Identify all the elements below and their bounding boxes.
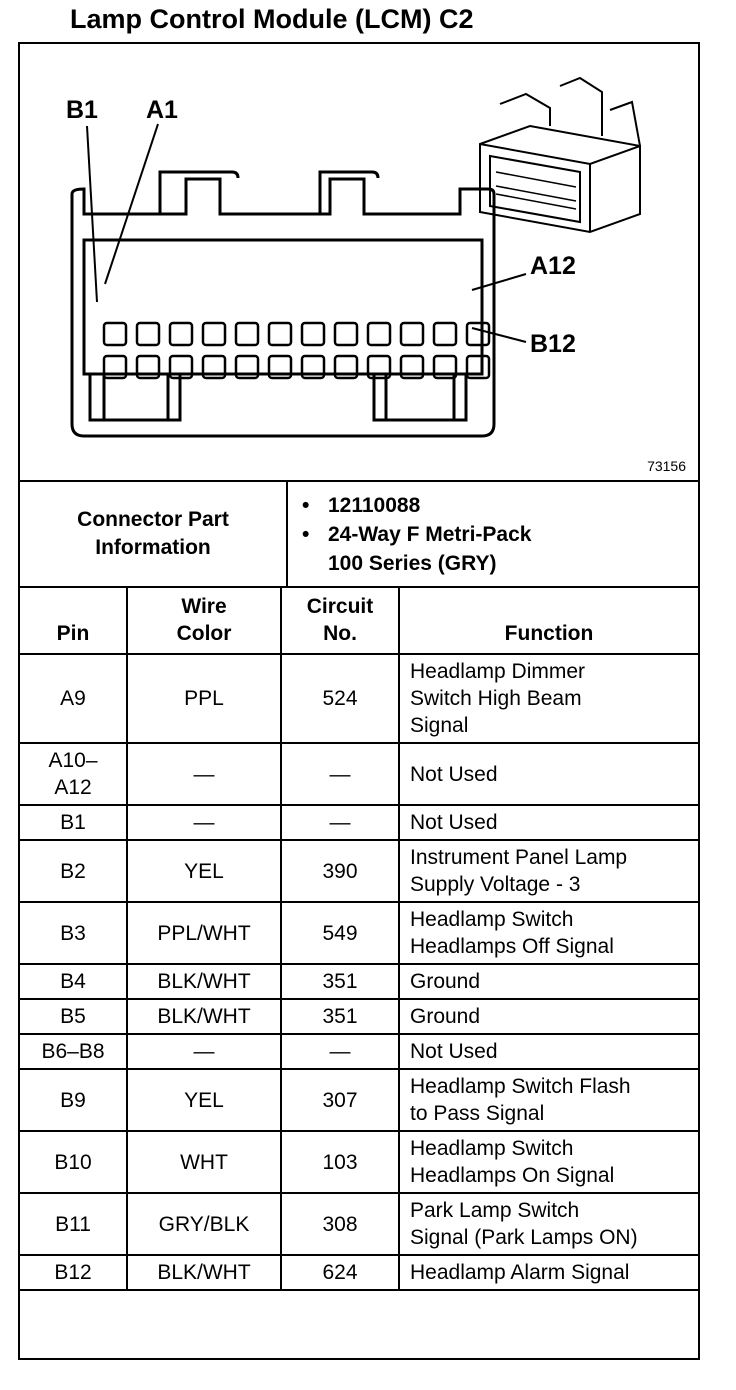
page-title: Lamp Control Module (LCM) C2 <box>70 4 474 34</box>
table-row <box>20 1069 698 1131</box>
function-line: Headlamps On Signal <box>410 1164 615 1187</box>
label-b1: B1 <box>66 96 98 124</box>
pin-cell <box>20 743 127 805</box>
function-cell <box>399 902 698 964</box>
table-row <box>20 654 698 743</box>
wire-color-cell: WHT <box>127 1131 281 1193</box>
function-cell <box>399 1069 698 1131</box>
function-cell <box>399 654 698 743</box>
pin-cell <box>20 999 127 1034</box>
pin-label: B6–B8 <box>41 1040 105 1063</box>
function-cell <box>399 743 698 805</box>
wire-color-cell: — <box>127 805 281 840</box>
header-function: Function <box>399 587 698 654</box>
table-row <box>20 1255 698 1290</box>
function-cell <box>399 999 698 1034</box>
leader-lines <box>87 124 526 342</box>
pin-cell <box>20 1069 127 1131</box>
cavity-a6 <box>269 323 291 345</box>
table-row <box>20 805 698 840</box>
connector-3d-view <box>480 78 640 232</box>
connector-description-line1: 24-Way F Metri-Pack <box>328 522 532 546</box>
table-row <box>20 1131 698 1193</box>
function-cell <box>399 805 698 840</box>
function-line: Signal <box>410 714 469 737</box>
cavity-a1 <box>104 323 126 345</box>
pin-label: B4 <box>60 970 86 993</box>
cavity-a5 <box>236 323 258 345</box>
pin-label: B5 <box>60 1005 86 1028</box>
circuit-cell: 351 <box>281 964 399 999</box>
connector-outline <box>72 172 494 436</box>
pin-cell <box>20 1131 127 1193</box>
header-circuit <box>281 587 399 654</box>
document-frame <box>18 42 700 1360</box>
label-b12: B12 <box>530 330 576 358</box>
table-row <box>20 743 698 805</box>
part-number: • 12110088 <box>328 491 697 520</box>
header-wire-color-line2: Color <box>176 622 232 645</box>
table-row <box>20 1193 698 1255</box>
circuit-cell: 308 <box>281 1193 399 1255</box>
pin-label: B10 <box>54 1150 92 1174</box>
cavity-a3 <box>170 323 192 345</box>
connector-description <box>328 520 697 578</box>
connector-diagram <box>20 44 698 480</box>
circuit-cell: 624 <box>281 1255 399 1290</box>
function-line: Not Used <box>410 811 498 834</box>
header-pin: Pin <box>20 587 127 654</box>
function-line: Headlamp Switch Flash <box>410 1075 631 1098</box>
cavity-a12 <box>467 323 489 345</box>
circuit-cell: 103 <box>281 1131 399 1193</box>
function-cell <box>399 964 698 999</box>
wire-color-cell: YEL <box>127 840 281 902</box>
pin-label: A10– <box>48 749 98 772</box>
wire-color-cell: BLK/WHT <box>127 964 281 999</box>
table-row <box>20 964 698 999</box>
function-line: Headlamp Switch <box>410 1137 574 1160</box>
figure-number: 73156 <box>647 458 686 474</box>
connector-info-values <box>287 481 698 586</box>
wire-color-cell: PPL <box>127 654 281 743</box>
circuit-cell: 351 <box>281 999 399 1034</box>
function-line: Park Lamp Switch <box>410 1199 580 1222</box>
cavity-a7 <box>302 323 324 345</box>
header-circuit-line2: No. <box>323 622 357 645</box>
function-cell <box>399 840 698 902</box>
connector-face-drawing <box>20 44 698 480</box>
pin-cell <box>20 1255 127 1290</box>
function-line: Signal (Park Lamps ON) <box>410 1226 638 1249</box>
function-cell <box>399 1255 698 1290</box>
pinout-header-row <box>20 587 698 654</box>
connector-3d-pins <box>496 172 576 209</box>
header-wire-color <box>127 587 281 654</box>
pin-cell <box>20 964 127 999</box>
function-line: Instrument Panel Lamp <box>410 846 628 869</box>
function-line: Switch High Beam <box>410 687 582 710</box>
table-row <box>20 999 698 1034</box>
header-wire-color-line1: Wire <box>181 595 227 618</box>
pinout-rows <box>20 654 698 1290</box>
table-row <box>20 1034 698 1069</box>
table-row <box>20 902 698 964</box>
pinout-table <box>20 586 698 1291</box>
circuit-cell: — <box>281 1034 399 1069</box>
cavity-a11 <box>434 323 456 345</box>
function-line: Headlamp Switch <box>410 908 574 931</box>
function-line: Ground <box>410 970 481 993</box>
connector-description-line2: 100 Series (GRY) <box>328 551 497 575</box>
function-line: Ground <box>410 1005 481 1028</box>
circuit-cell: — <box>281 805 399 840</box>
wire-color-cell: YEL <box>127 1069 281 1131</box>
wire-color-cell: — <box>127 1034 281 1069</box>
connector-info-label-line2: Information <box>95 536 211 559</box>
circuit-cell: — <box>281 743 399 805</box>
pin-cell <box>20 902 127 964</box>
connector-info-table <box>20 480 698 586</box>
cavity-grid <box>104 323 489 378</box>
wire-color-cell: BLK/WHT <box>127 1255 281 1290</box>
function-line: Not Used <box>410 762 498 786</box>
wire-color-cell: BLK/WHT <box>127 999 281 1034</box>
pin-cell <box>20 1034 127 1069</box>
function-line: Supply Voltage - 3 <box>410 873 581 896</box>
connector-info-label <box>20 481 287 586</box>
pin-label: B1 <box>60 811 86 834</box>
pin-label: B12 <box>54 1261 92 1284</box>
wire-color-cell: — <box>127 743 281 805</box>
cavity-a9 <box>368 323 390 345</box>
circuit-cell: 390 <box>281 840 399 902</box>
cavity-a4 <box>203 323 225 345</box>
wire-color-cell: GRY/BLK <box>127 1193 281 1255</box>
connector-info-label-line1: Connector Part <box>77 508 229 531</box>
wire-color-cell: PPL/WHT <box>127 902 281 964</box>
circuit-cell: 524 <box>281 654 399 743</box>
function-line: Not Used <box>410 1040 498 1063</box>
function-line: Headlamp Dimmer <box>410 660 586 683</box>
function-line: to Pass Signal <box>410 1102 545 1125</box>
pin-label: A12 <box>54 776 92 799</box>
header-circuit-line1: Circuit <box>306 595 374 618</box>
pin-label: B3 <box>60 921 86 945</box>
function-cell <box>399 1131 698 1193</box>
pin-label: B9 <box>60 1088 86 1112</box>
table-row <box>20 840 698 902</box>
pin-label: B2 <box>60 859 86 883</box>
pin-label: B11 <box>55 1212 91 1236</box>
cavity-a2 <box>137 323 159 345</box>
function-line: Headlamp Alarm Signal <box>410 1261 630 1284</box>
pin-cell <box>20 805 127 840</box>
label-a1: A1 <box>146 96 178 124</box>
cavity-a10 <box>401 323 423 345</box>
function-cell <box>399 1034 698 1069</box>
pin-cell <box>20 840 127 902</box>
pin-cell <box>20 1193 127 1255</box>
circuit-cell: 549 <box>281 902 399 964</box>
pin-cell <box>20 654 127 743</box>
pin-label: A9 <box>60 687 86 710</box>
function-line: Headlamps Off Signal <box>410 935 614 958</box>
function-cell <box>399 1193 698 1255</box>
circuit-cell: 307 <box>281 1069 399 1131</box>
label-a12: A12 <box>530 252 576 280</box>
cavity-a8 <box>335 323 357 345</box>
